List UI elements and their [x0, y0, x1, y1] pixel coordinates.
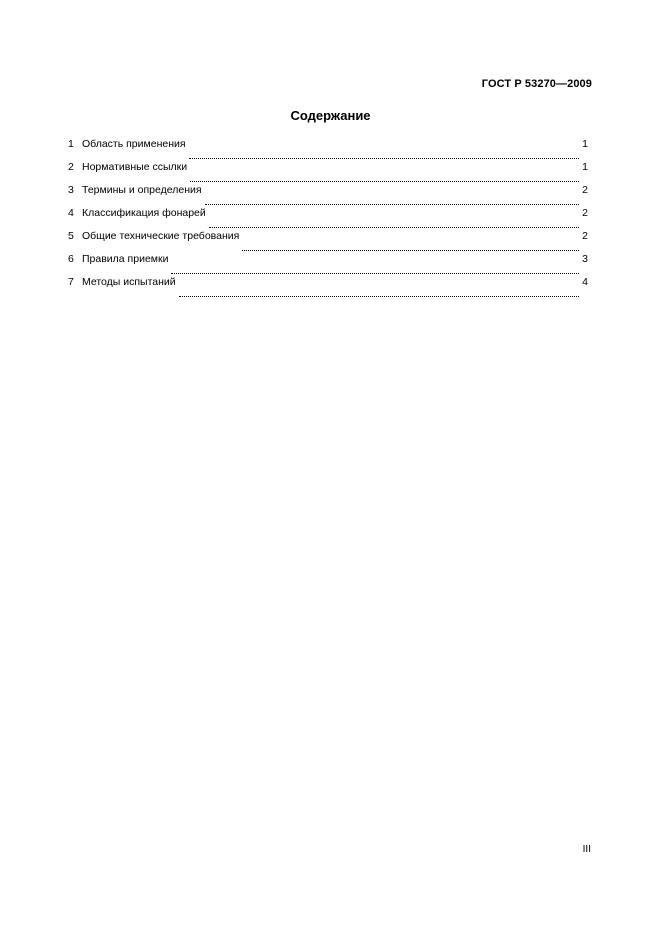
page-number: III	[582, 844, 591, 855]
toc-entry-label: Правила приемки	[82, 253, 169, 265]
toc-entry-page: 4	[582, 276, 588, 288]
toc-entry-label: Область применения	[82, 138, 186, 150]
toc-entry-5[interactable]	[68, 230, 588, 253]
toc-leader-dots	[189, 148, 579, 159]
toc-leader-dots	[179, 286, 579, 297]
toc-entry-number: 6	[68, 253, 74, 265]
toc-leader-dots	[190, 171, 579, 182]
toc-leader-dots	[209, 217, 579, 228]
toc-entry-page: 1	[582, 161, 588, 173]
toc-entry-number: 3	[68, 184, 74, 196]
toc-entry-page: 1	[582, 138, 588, 150]
toc-entry-4[interactable]	[68, 207, 588, 230]
toc-leader-dots	[242, 240, 579, 251]
toc-entry-1[interactable]	[68, 138, 588, 161]
document-id: ГОСТ Р 53270—2009	[481, 78, 592, 90]
toc-title: Содержание	[290, 108, 371, 123]
toc-entry-2[interactable]	[68, 161, 588, 184]
toc-entry-page: 2	[582, 230, 588, 242]
toc-entry-number: 4	[68, 207, 74, 219]
toc-entry-page: 2	[582, 184, 588, 196]
toc-entry-page: 3	[582, 253, 588, 265]
toc-leader-dots	[205, 194, 579, 205]
toc-entry-label: Термины и определения	[82, 184, 202, 196]
toc-entry-6[interactable]	[68, 253, 588, 276]
toc-entry-number: 2	[68, 161, 74, 173]
toc-entry-label: Классификация фонарей	[82, 207, 206, 219]
toc-entry-page: 2	[582, 207, 588, 219]
toc-entry-number: 5	[68, 230, 74, 242]
toc-entry-label: Нормативные ссылки	[82, 161, 188, 173]
table-of-contents	[68, 138, 588, 299]
toc-entry-label: Общие технические требования	[82, 230, 240, 242]
toc-entry-number: 7	[68, 276, 74, 288]
toc-entry-number: 1	[68, 138, 74, 150]
toc-entry-7[interactable]	[68, 276, 588, 299]
toc-entry-3[interactable]	[68, 184, 588, 207]
toc-entry-label: Методы испытаний	[82, 276, 176, 288]
toc-leader-dots	[171, 263, 579, 274]
